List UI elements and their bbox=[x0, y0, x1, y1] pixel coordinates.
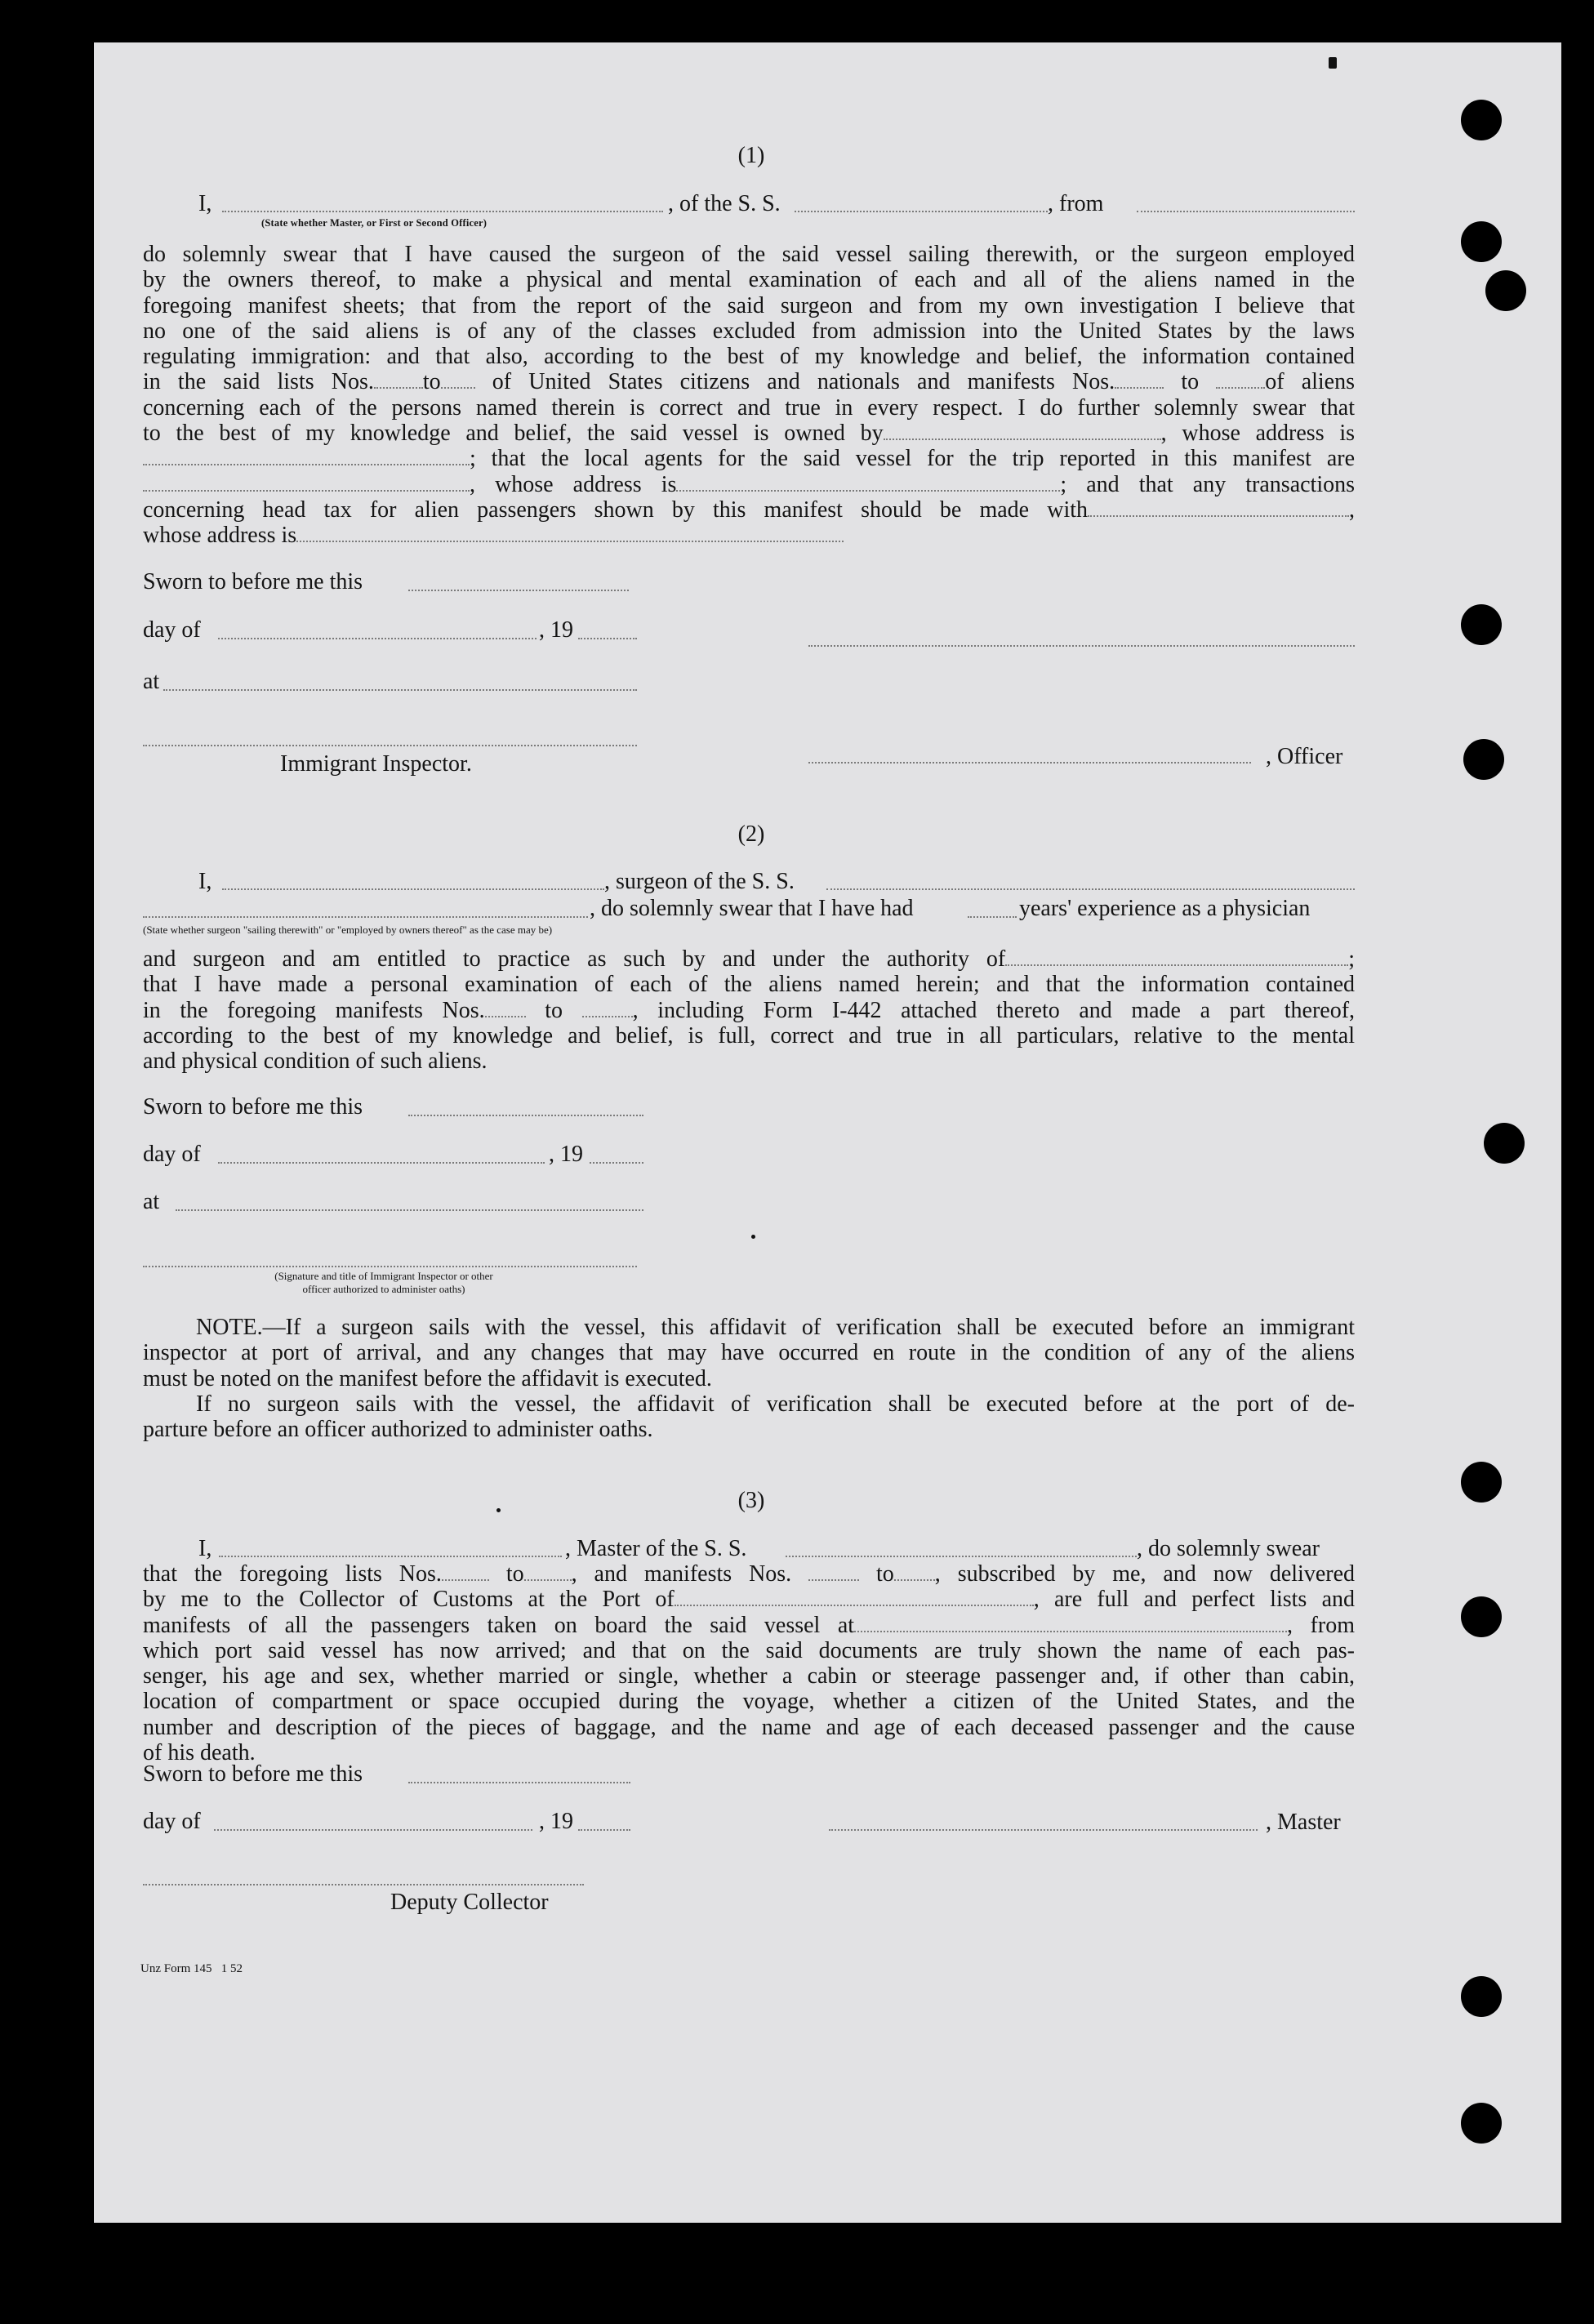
manifest-no-from-field[interactable] bbox=[1115, 369, 1164, 389]
note-line: If no surgeon sails with the vessel, the affidavit of verification shall be executed before at the port of de- bbox=[196, 1391, 1355, 1417]
note-line: must be noted on the manifest before the affidavit is executed. bbox=[143, 1365, 712, 1391]
note-line: inspector at port of arrival, and any changes that may have occurred en route in the condition of any of the aliens bbox=[143, 1340, 1355, 1366]
s3-taken-line: manifests of all the passengers taken on board the said vessel at , from bbox=[143, 1612, 1355, 1638]
s2-place-field[interactable] bbox=[176, 1209, 643, 1211]
s2-line: and physical condition of such aliens. bbox=[143, 1048, 488, 1075]
s1-owner-line: to the best of my knowledge and belief, the said vessel is owned by , whose address is bbox=[143, 421, 1355, 447]
s1-line: concerning each of the persons named therein is correct and true in every respect. I do further solemnly swear that bbox=[143, 394, 1355, 421]
port-of-departure-field[interactable] bbox=[854, 1613, 1287, 1632]
form-number: Unz Form 145 1 52 bbox=[140, 1962, 243, 1975]
s1-from: , from bbox=[1048, 191, 1104, 216]
master-name-field[interactable] bbox=[219, 1556, 562, 1557]
authority-field[interactable] bbox=[1005, 946, 1348, 966]
s3-year-field[interactable] bbox=[578, 1829, 630, 1831]
officer-rank-field[interactable] bbox=[222, 211, 663, 212]
punch-hole bbox=[1463, 739, 1504, 780]
punch-hole bbox=[1461, 2103, 1502, 2144]
s2-nineteen: , 19 bbox=[549, 1142, 583, 1167]
s3-line: senger, his age and sex, whether married or single, whether a cabin or steerage passenger and, if other than cabin, bbox=[143, 1663, 1355, 1690]
s3-sworn: Sworn to before me this bbox=[143, 1761, 363, 1787]
punch-hole bbox=[1461, 1596, 1502, 1637]
s3-vessel-field[interactable] bbox=[786, 1556, 1137, 1557]
s3-lists-line: that the foregoing lists Nos. to , and manifests Nos. to , subscribed by me, and now delivered bbox=[143, 1561, 1355, 1587]
list-no-from-field[interactable] bbox=[374, 369, 423, 389]
s1-officer-label: , Officer bbox=[1266, 744, 1343, 769]
s1-line: no one of the said aliens is of any of the classes excluded from admission into the United States by the laws bbox=[143, 318, 1355, 344]
s3-day-of: day of bbox=[143, 1809, 201, 1834]
corner-mark bbox=[1329, 57, 1337, 69]
s2-sworn-date-field[interactable] bbox=[408, 1115, 643, 1116]
port-of-arrival-field[interactable] bbox=[675, 1587, 1034, 1606]
section-2-number: (2) bbox=[737, 821, 765, 847]
punch-hole bbox=[1485, 270, 1526, 311]
punch-hole bbox=[1461, 221, 1502, 262]
s1-month-field[interactable] bbox=[218, 638, 537, 639]
s2-month-field[interactable] bbox=[218, 1162, 545, 1164]
s3-sworn-date-field[interactable] bbox=[408, 1782, 630, 1783]
s3-manifest-to-field[interactable] bbox=[894, 1561, 935, 1581]
s1-sworn: Sworn to before me this bbox=[143, 569, 363, 594]
punch-hole bbox=[1461, 604, 1502, 645]
section-1-number: (1) bbox=[737, 143, 765, 168]
section-3-number: (3) bbox=[737, 1488, 765, 1513]
head-tax-address-field[interactable] bbox=[296, 523, 844, 542]
owner-field[interactable] bbox=[884, 421, 1161, 440]
s1-inspector-label: Immigrant Inspector. bbox=[280, 751, 472, 777]
note-line: NOTE.—If a surgeon sails with the vessel, this affidavit of verification shall be executed before an immigrant bbox=[196, 1315, 1355, 1340]
s3-month-field[interactable] bbox=[214, 1829, 532, 1831]
s2-manifest-to-field[interactable] bbox=[582, 998, 633, 1017]
signature-caption-1: (Signature and title of Immigrant Inspector or other bbox=[274, 1270, 493, 1282]
s3-i: I, bbox=[198, 1536, 212, 1561]
s3-manifest-from-field[interactable] bbox=[808, 1561, 859, 1581]
s1-line: foregoing manifest sheets; that from the report of the said surgeon and from my own investigation I believe that bbox=[143, 292, 1355, 318]
punch-hole bbox=[1461, 1976, 1502, 2017]
s2-i: I, bbox=[198, 869, 212, 894]
s2-year-field[interactable] bbox=[590, 1162, 643, 1164]
s1-inspector-signature-field[interactable] bbox=[143, 745, 637, 746]
s1-line: by the owners thereof, to make a physical and mental examination of each and all of the aliens named in the bbox=[143, 267, 1355, 293]
section-1-body bbox=[143, 242, 1355, 549]
punch-hole bbox=[1461, 100, 1502, 140]
s2-manifest-from-field[interactable] bbox=[485, 998, 526, 1017]
list-no-to-field[interactable] bbox=[441, 369, 475, 389]
speck bbox=[496, 1508, 501, 1512]
officer-caption: (State whether Master, or First or Second Officer) bbox=[261, 217, 488, 229]
s2-signature-field[interactable] bbox=[143, 1266, 637, 1267]
s1-day-of: day of bbox=[143, 617, 201, 643]
s1-lists-line: in the said lists Nos. to of United States citizens and nationals and manifests Nos. to of aliens bbox=[143, 369, 1356, 395]
surgeon-caption: (State whether surgeon "sailing therewith" or "employed by owners thereof" as the case may be) bbox=[143, 924, 553, 936]
s1-officer-signature-field[interactable] bbox=[808, 645, 1355, 647]
s1-line: regulating immigration: and that also, according to the best of my knowledge and belief, the information contained bbox=[143, 344, 1355, 370]
s2-years: years' experience as a physician bbox=[1019, 896, 1311, 921]
s1-headtax-line: concerning head tax for alien passengers shown by this manifest should be made with , bbox=[143, 496, 1355, 523]
s3-line: location of compartment or space occupied during the voyage, whether a citizen of the United States, and the bbox=[143, 1689, 1355, 1715]
section-3-body bbox=[143, 1561, 1355, 1765]
s1-nineteen: , 19 bbox=[539, 617, 573, 643]
note-line: parture before an officer authorized to administer oaths. bbox=[143, 1417, 653, 1443]
s1-place-field[interactable] bbox=[163, 689, 637, 691]
s3-list-to-field[interactable] bbox=[524, 1561, 572, 1581]
signature-caption-2: officer authorized to administer oaths) bbox=[302, 1283, 465, 1295]
s2-day-of: day of bbox=[143, 1142, 201, 1167]
s1-of-ss: , of the S. S. bbox=[668, 191, 781, 216]
s3-swear: , do solemnly swear bbox=[1137, 1536, 1320, 1561]
agents-address-field[interactable] bbox=[676, 472, 1060, 492]
vessel-name-field[interactable] bbox=[795, 211, 1048, 212]
surgeon-type-field[interactable] bbox=[143, 916, 588, 918]
section-2-body bbox=[143, 946, 1355, 1074]
s1-at: at bbox=[143, 669, 160, 694]
s1-headtax-address-line: whose address is bbox=[143, 523, 1355, 548]
s2-surgeon-of: , surgeon of the S. S. bbox=[604, 869, 795, 894]
s2-authority-line: and surgeon and am entitled to practice as such by and under the authority of ; bbox=[143, 946, 1355, 972]
s1-line: do solemnly swear that I have caused the surgeon of the said vessel sailing therewith, or the surgeon employed bbox=[143, 242, 1355, 267]
surgeon-name-field[interactable] bbox=[222, 888, 604, 890]
note-block bbox=[143, 1315, 1355, 1442]
s1-agent-address-line: , whose address is ; and that any transactions bbox=[143, 472, 1355, 497]
from-port-field[interactable] bbox=[1137, 211, 1355, 212]
s3-line: which port said vessel has now arrived; and that on the said documents are truly shown the name of each pas- bbox=[143, 1637, 1355, 1663]
s3-line: of his death. bbox=[143, 1740, 256, 1766]
s2-line: that I have made a personal examination of each of the aliens named herein; and that the information contained bbox=[143, 972, 1355, 998]
s1-i: I, bbox=[198, 191, 212, 216]
s2-line: according to the best of my knowledge and belief, is full, correct and true in all particulars, relative to the mental bbox=[143, 1022, 1355, 1048]
s3-port-line: by me to the Collector of Customs at the Port of , are full and perfect lists and bbox=[143, 1587, 1355, 1613]
s1-agents-line: ; that the local agents for the said vessel for the trip reported in this manifest are bbox=[143, 446, 1355, 471]
agents-field[interactable] bbox=[143, 472, 470, 492]
s3-master-label: , Master bbox=[1266, 1810, 1341, 1835]
deputy-collector-label: Deputy Collector bbox=[390, 1890, 549, 1915]
s2-manifests-line: in the foregoing manifests Nos. to , including Form I-442 attached thereto and made a part thereof, bbox=[143, 997, 1356, 1023]
s1-officer-name-field[interactable] bbox=[808, 762, 1251, 764]
s2-sworn: Sworn to before me this bbox=[143, 1094, 363, 1120]
s1-year-field[interactable] bbox=[578, 638, 637, 639]
master-signature-field[interactable] bbox=[829, 1829, 1258, 1831]
years-experience-field[interactable] bbox=[968, 916, 1017, 918]
manifest-no-to-field[interactable] bbox=[1216, 369, 1265, 389]
speck bbox=[751, 1235, 755, 1239]
punch-hole bbox=[1484, 1123, 1525, 1164]
s2-swear: , do solemnly swear that I have had bbox=[590, 896, 914, 921]
s3-master-of: , Master of the S. S. bbox=[565, 1536, 747, 1561]
s2-vessel-field[interactable] bbox=[826, 888, 1355, 890]
owner-address-field[interactable] bbox=[143, 446, 470, 465]
s1-sworn-date-field[interactable] bbox=[408, 590, 629, 591]
s3-nineteen: , 19 bbox=[539, 1809, 573, 1834]
s3-list-from-field[interactable] bbox=[442, 1561, 489, 1581]
punch-hole bbox=[1461, 1462, 1502, 1503]
s3-line: number and description of the pieces of baggage, and the name and age of each deceased passenger and the cause bbox=[143, 1714, 1355, 1740]
deputy-signature-field[interactable] bbox=[143, 1884, 584, 1885]
s2-at: at bbox=[143, 1189, 160, 1214]
head-tax-party-field[interactable] bbox=[1088, 497, 1349, 517]
